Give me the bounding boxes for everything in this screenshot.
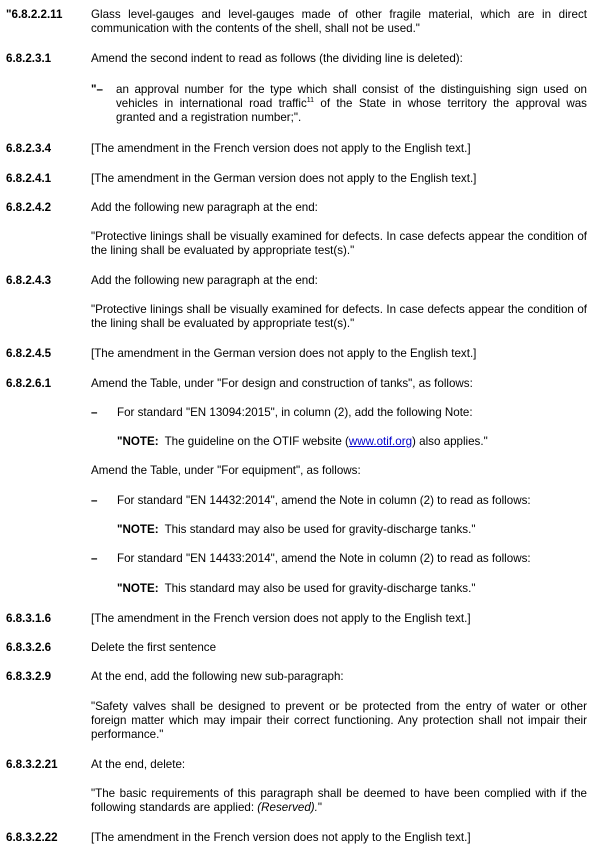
- note-line: [117, 582, 587, 596]
- quote-italic-part: (Reserved).: [257, 801, 318, 814]
- footnote-ref[interactable]: 11: [306, 97, 315, 105]
- paragraph-text: [The amendment in the German version does not apply to the English text.]: [91, 172, 477, 185]
- note-label: "NOTE:: [117, 435, 159, 448]
- note-text-part: ) also applies.": [412, 435, 488, 448]
- dash-item-text: For standard "EN 14433:2014", amend the Note in column (2) to read as follows:: [117, 552, 531, 565]
- quote-text-part: "The basic requirements of this paragraph shall be deemed to have been complied with if the following standards are applied:: [91, 787, 587, 814]
- paragraph-text: Add the following new paragraph at the end:: [91, 274, 318, 287]
- note-text: This standard may also be used for gravity-discharge tanks.": [164, 582, 476, 595]
- paragraph-text: Glass level-gauges and level-gauges made of other fragile material, which are in direct communication with the contents of the shell, shall not be used.": [91, 8, 587, 35]
- paragraph-number: 6.8.2.4.3: [6, 274, 52, 287]
- quote-dash-mark: "–: [91, 83, 103, 96]
- note-line: [117, 435, 587, 449]
- note-label: "NOTE:: [117, 523, 159, 536]
- plain-paragraph: Amend the Table, under "For equipment", as follows:: [91, 464, 361, 477]
- dash-bullet: –: [91, 552, 98, 565]
- note-text-part: The guideline on the OTIF website (: [164, 435, 349, 448]
- paragraph-text: Add the following new paragraph at the end:: [91, 201, 318, 214]
- quoted-paragraph: "Protective linings shall be visually examined for defects. In case defects appear the condition of the lining shall be evaluated by appropriate test(s).": [91, 230, 587, 257]
- paragraph-text: [The amendment in the French version does not apply to the English text.]: [91, 831, 471, 844]
- paragraph-text: [The amendment in the French version does not apply to the English text.]: [91, 612, 471, 625]
- paragraph-number: 6.8.3.2.6: [6, 641, 52, 654]
- paragraph-number: 6.8.3.1.6: [6, 612, 52, 625]
- paragraph-number: 6.8.3.2.21: [6, 758, 58, 771]
- paragraph-number: 6.8.2.4.2: [6, 201, 52, 214]
- quoted-paragraph: [91, 787, 587, 815]
- quoted-paragraph: "Protective linings shall be visually examined for defects. In case defects appear the condition of the lining shall be evaluated by appropriate test(s).": [91, 303, 587, 330]
- paragraph-number: 6.8.2.4.1: [6, 172, 52, 185]
- otif-website-link[interactable]: www.otif.org: [348, 435, 413, 448]
- paragraph-text: Delete the first sentence: [91, 641, 217, 654]
- paragraph-text: Amend the second indent to read as follows (the dividing line is deleted):: [91, 52, 463, 65]
- paragraph-number: 6.8.2.3.1: [6, 52, 52, 65]
- paragraph-number: "6.8.2.2.11: [6, 8, 63, 21]
- note-text: [165, 435, 488, 448]
- paragraph-text: [The amendment in the French version does not apply to the English text.]: [91, 142, 471, 155]
- note-label: "NOTE:: [117, 582, 159, 595]
- note-text: This standard may also be used for gravity-discharge tanks.": [164, 523, 476, 536]
- paragraph-number: 6.8.3.2.9: [6, 670, 52, 683]
- dash-bullet: –: [91, 406, 98, 419]
- paragraph-number: 6.8.2.6.1: [6, 377, 52, 390]
- dash-bullet: –: [91, 494, 98, 507]
- paragraph-text: At the end, add the following new sub-paragraph:: [91, 670, 344, 683]
- quote-text: [116, 83, 587, 125]
- paragraph-text: [The amendment in the German version does not apply to the English text.]: [91, 347, 477, 360]
- paragraph-number: 6.8.2.4.5: [6, 347, 52, 360]
- dash-item-text: For standard "EN 14432:2014", amend the Note in column (2) to read as follows:: [117, 494, 531, 507]
- quoted-paragraph: "Safety valves shall be designed to prevent or be protected from the entry of water or other foreign matter which may impair their correct functioning. Any protection shall not impair their performance.": [91, 700, 587, 741]
- paragraph-number: 6.8.2.3.4: [6, 142, 52, 155]
- quote-text-part: ": [317, 801, 322, 814]
- note-line: [117, 523, 587, 537]
- quote-text-part: an approval number for the type which shall consist of the distinguishing sign used on vehicles in international road traffic: [116, 83, 587, 110]
- paragraph-text: At the end, delete:: [91, 758, 186, 771]
- paragraph-text: Amend the Table, under "For design and construction of tanks", as follows:: [91, 377, 473, 390]
- quote-text-part: of the State in whose territory the approval was granted and a registration number;".: [116, 97, 587, 124]
- dash-item-text: For standard "EN 13094:2015", in column (2), add the following Note:: [117, 406, 473, 419]
- paragraph-number: 6.8.3.2.22: [6, 831, 58, 844]
